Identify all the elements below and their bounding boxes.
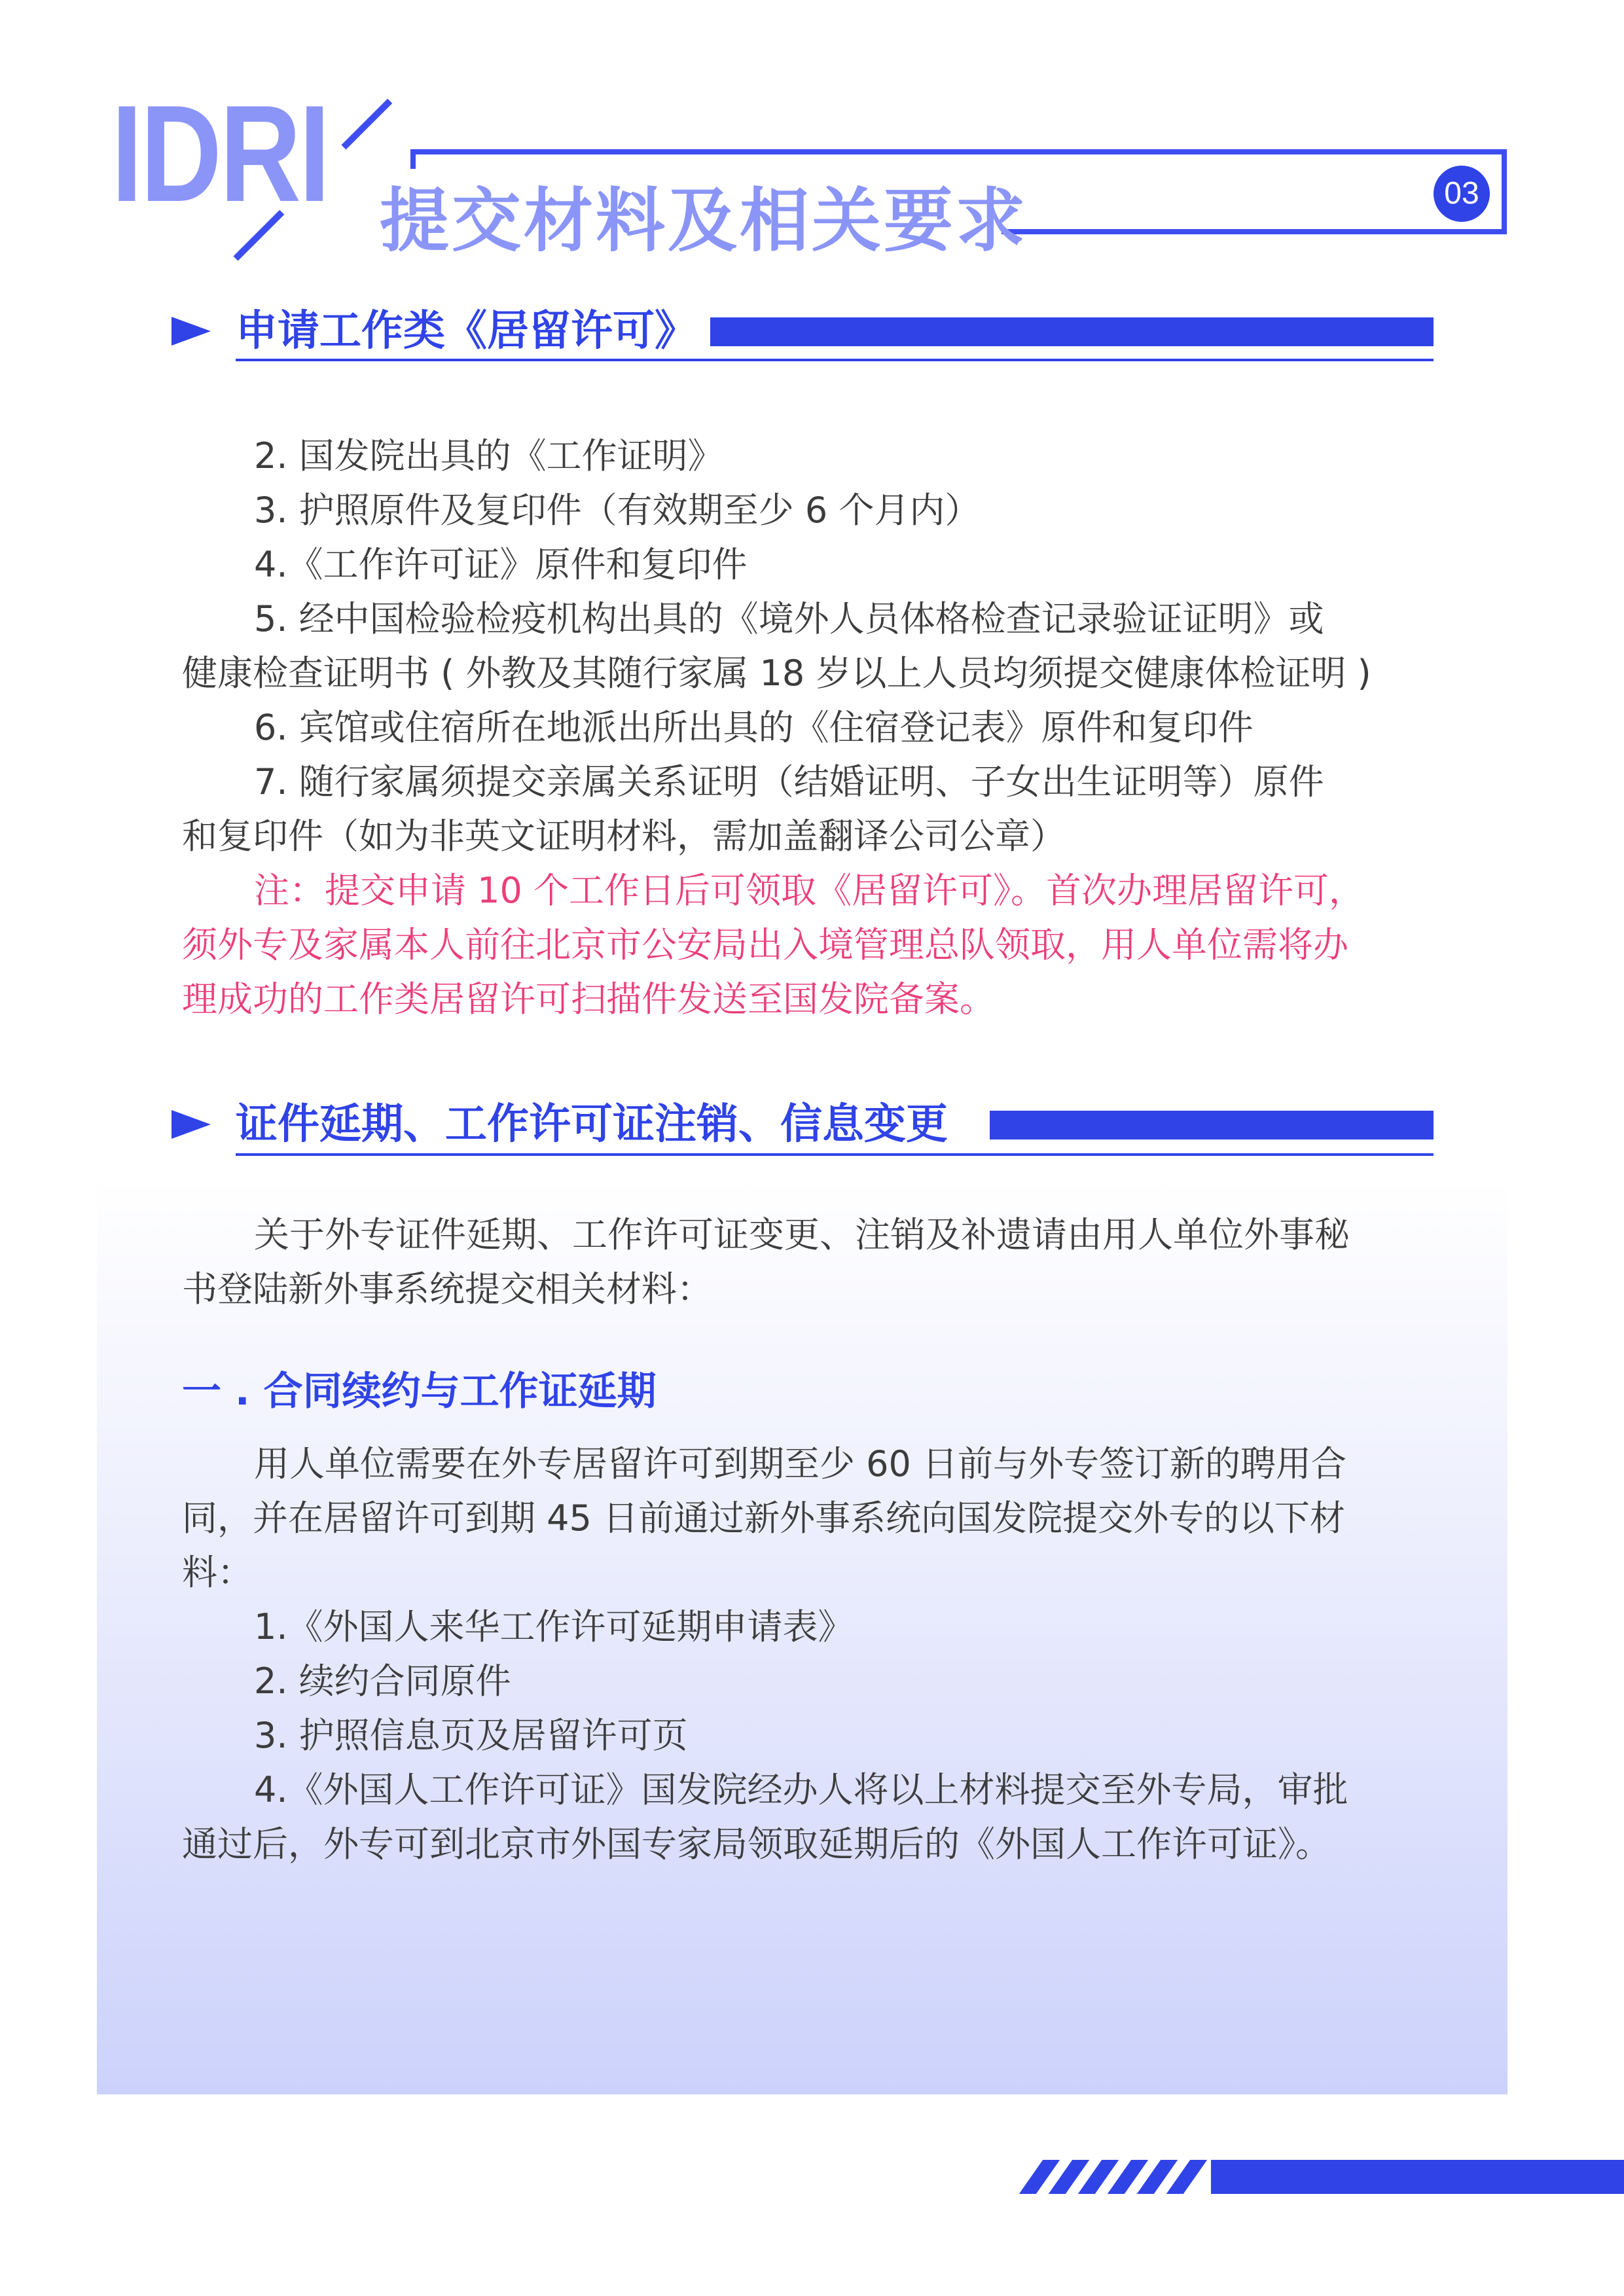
list-item: 和复印件（如为非英文证明材料，需加盖翻译公司公章）	[182, 816, 1066, 857]
list-item: 4.《工作许可证》原件和复印件	[254, 544, 748, 585]
list-item: 4.《外国人工作许可证》国发院经办人将以上材料提交至外专局，审批	[254, 1769, 1348, 1810]
list-item: 6. 宾馆或住宿所在地派出所出具的《住宿登记表》原件和复印件	[254, 707, 1254, 748]
footer-bar	[1211, 2160, 1624, 2194]
logo: IDRI	[111, 77, 329, 230]
title-frame-top	[410, 149, 1507, 154]
list-item: 7. 随行家属须提交亲属关系证明（结婚证明、子女出生证明等）原件	[254, 761, 1324, 802]
list-item: 通过后，外专可到北京市外国专家局领取延期后的《外国人工作许可证》。	[182, 1823, 1331, 1865]
arrow-right-icon	[171, 317, 211, 346]
intro-text: 书登陆新外事系统提交相关材料：	[182, 1268, 712, 1310]
section-underline	[236, 1153, 1434, 1156]
note-text: 注：提交申请 10 个工作日后可领取《居留许可》。首次办理居留许可，	[254, 870, 1365, 911]
body-text: 料：	[182, 1552, 253, 1593]
note-text: 须外专及家属本人前往北京市公安局出入境管理总队领取，用人单位需将办	[182, 924, 1348, 965]
section-bar	[990, 1111, 1434, 1139]
section-title: 证件延期、工作许可证注销、信息变更	[236, 1100, 948, 1149]
body-text: 同，并在居留许可到期 45 日前通过新外事系统向国发院提交外专的以下材	[182, 1498, 1346, 1539]
list-item: 2. 续约合同原件	[254, 1660, 511, 1702]
section-bar	[710, 317, 1434, 346]
list-item: 2. 国发院出具的《工作证明》	[254, 435, 723, 476]
page-number-badge: 03	[1434, 166, 1490, 222]
intro-text: 关于外专证件延期、工作许可证变更、注销及补遗请由用人单位外事秘	[254, 1214, 1350, 1255]
list-item: 3. 护照原件及复印件（有效期至少 6 个月内）	[254, 490, 981, 531]
section-underline	[236, 359, 1434, 361]
note-text: 理成功的工作类居留许可扫描件发送至国发院备案。	[182, 978, 995, 1020]
list-item: 3. 护照信息页及居留许可页	[254, 1715, 688, 1756]
section-title: 申请工作类《居留许可》	[236, 307, 696, 355]
title-frame-right	[1502, 149, 1507, 234]
list-item: 5. 经中国检验检疫机构出具的《境外人员体格检查记录验证证明》或	[254, 598, 1324, 639]
body-text: 用人单位需要在外专居留许可到期至少 60 日前与外专签订新的聘用合	[254, 1443, 1347, 1484]
list-item: 1.《外国人来华工作许可延期申请表》	[254, 1606, 854, 1647]
arrow-right-icon	[171, 1110, 211, 1139]
page-title: 提交材料及相关要求	[380, 181, 1028, 261]
decor-slash-top	[341, 99, 392, 150]
title-frame-bottom	[1001, 229, 1507, 234]
subsection-heading: 一 . 合同续约与工作证延期	[182, 1369, 657, 1414]
list-item: 健康检查证明书 ( 外教及其随行家属 18 岁以上人员均须提交健康体检证明 )	[182, 653, 1371, 694]
